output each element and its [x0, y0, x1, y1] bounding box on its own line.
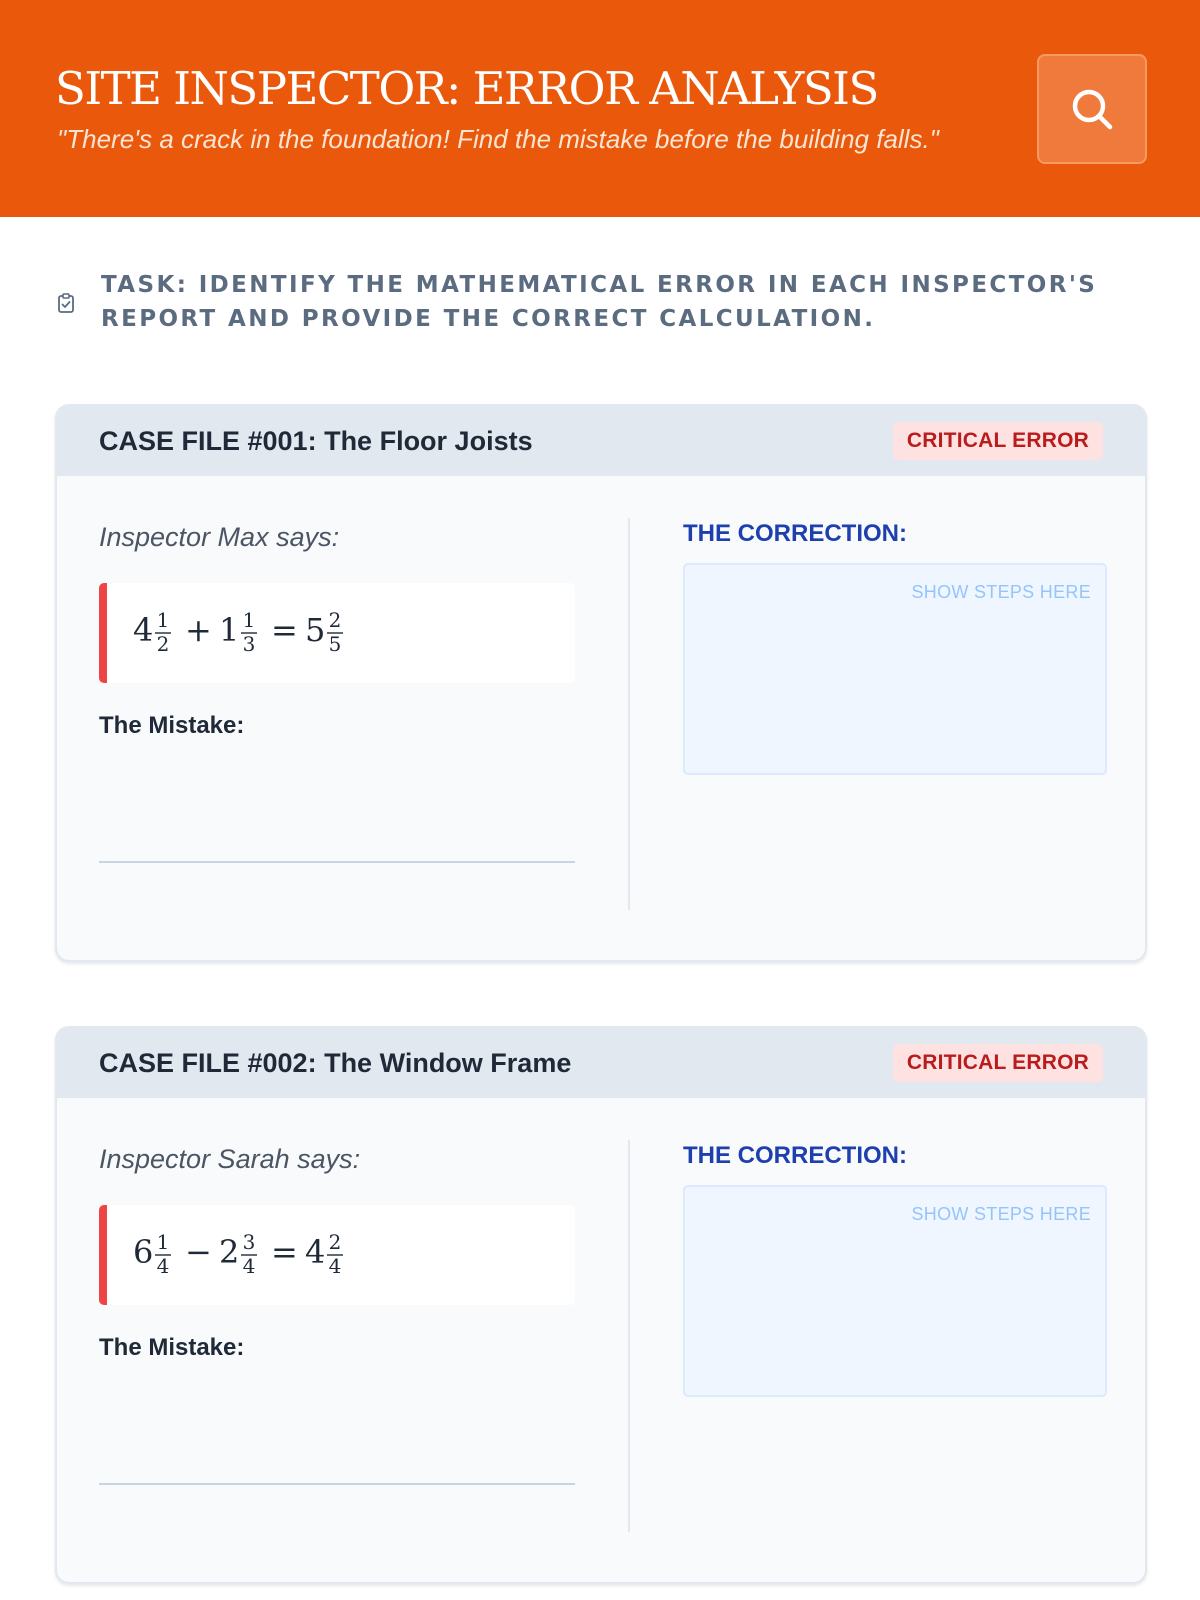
mistake-answer-line[interactable] [99, 861, 575, 863]
equation-operator: = [271, 1233, 298, 1271]
inspector-statement: Inspector Sarah says: [99, 1144, 361, 1174]
whole-number: 6 [133, 1233, 154, 1271]
mistake-label: The Mistake: [99, 1334, 245, 1361]
correction-label: THE CORRECTION: [683, 520, 907, 547]
search-button[interactable] [1037, 54, 1147, 164]
equation [131, 603, 571, 663]
column-divider [628, 1140, 630, 1532]
equation-operator: + [185, 611, 212, 649]
task-instructions [55, 268, 1155, 336]
case-header [57, 1028, 1145, 1098]
column-divider [628, 518, 630, 910]
case-file-card [55, 1026, 1147, 1584]
fraction-denominator: 4 [328, 1254, 342, 1278]
page-title: SITE INSPECTOR: ERROR ANALYSIS [55, 62, 878, 115]
fraction-numerator: 1 [156, 1230, 170, 1254]
whole-number: 2 [219, 1233, 240, 1271]
fraction-numerator: 2 [328, 1230, 342, 1254]
whole-number: 5 [305, 611, 326, 649]
correction-steps-box[interactable] [683, 1185, 1107, 1397]
equation [131, 1225, 571, 1285]
critical-error-badge: CRITICAL ERROR [893, 422, 1103, 460]
case-title: CASE FILE #001: The Floor Joists [99, 425, 533, 456]
equation-box [99, 1205, 575, 1305]
search-icon [1068, 85, 1116, 133]
fraction-numerator: 2 [328, 608, 342, 632]
fraction-denominator: 2 [156, 632, 170, 656]
mistake-answer-line[interactable] [99, 1483, 575, 1485]
page-header [0, 0, 1200, 217]
equation-operator: = [271, 611, 298, 649]
fraction-denominator: 5 [328, 632, 342, 656]
correction-label: THE CORRECTION: [683, 1142, 907, 1169]
case-header [57, 406, 1145, 476]
fraction-denominator: 3 [242, 632, 256, 656]
whole-number: 4 [133, 611, 154, 649]
critical-error-badge: CRITICAL ERROR [893, 1044, 1103, 1082]
fraction-denominator: 4 [242, 1254, 256, 1278]
whole-number: 4 [305, 1233, 326, 1271]
task-text: TASK: IDENTIFY THE MATHEMATICAL ERROR IN EACH INSPECTOR'S REPORT AND PROVIDE THE CORRECT CALCULATION. [101, 272, 1098, 332]
case-title: CASE FILE #002: The Window Frame [99, 1047, 572, 1078]
mistake-label: The Mistake: [99, 712, 245, 739]
case-file-card [55, 404, 1147, 962]
page-subtitle: "There's a crack in the foundation! Find the mistake before the building falls." [57, 124, 939, 154]
equation-box [99, 583, 575, 683]
fraction-numerator: 1 [242, 608, 256, 632]
fraction-denominator: 4 [156, 1254, 170, 1278]
equation-operator: − [185, 1233, 212, 1271]
clipboard-check-icon [55, 292, 77, 314]
fraction-numerator: 1 [156, 608, 170, 632]
fraction-numerator: 3 [242, 1230, 256, 1254]
correction-steps-box[interactable] [683, 563, 1107, 775]
steps-placeholder: SHOW STEPS HERE [911, 582, 1091, 602]
steps-placeholder: SHOW STEPS HERE [911, 1204, 1091, 1224]
inspector-statement: Inspector Max says: [99, 522, 340, 552]
whole-number: 1 [219, 611, 240, 649]
